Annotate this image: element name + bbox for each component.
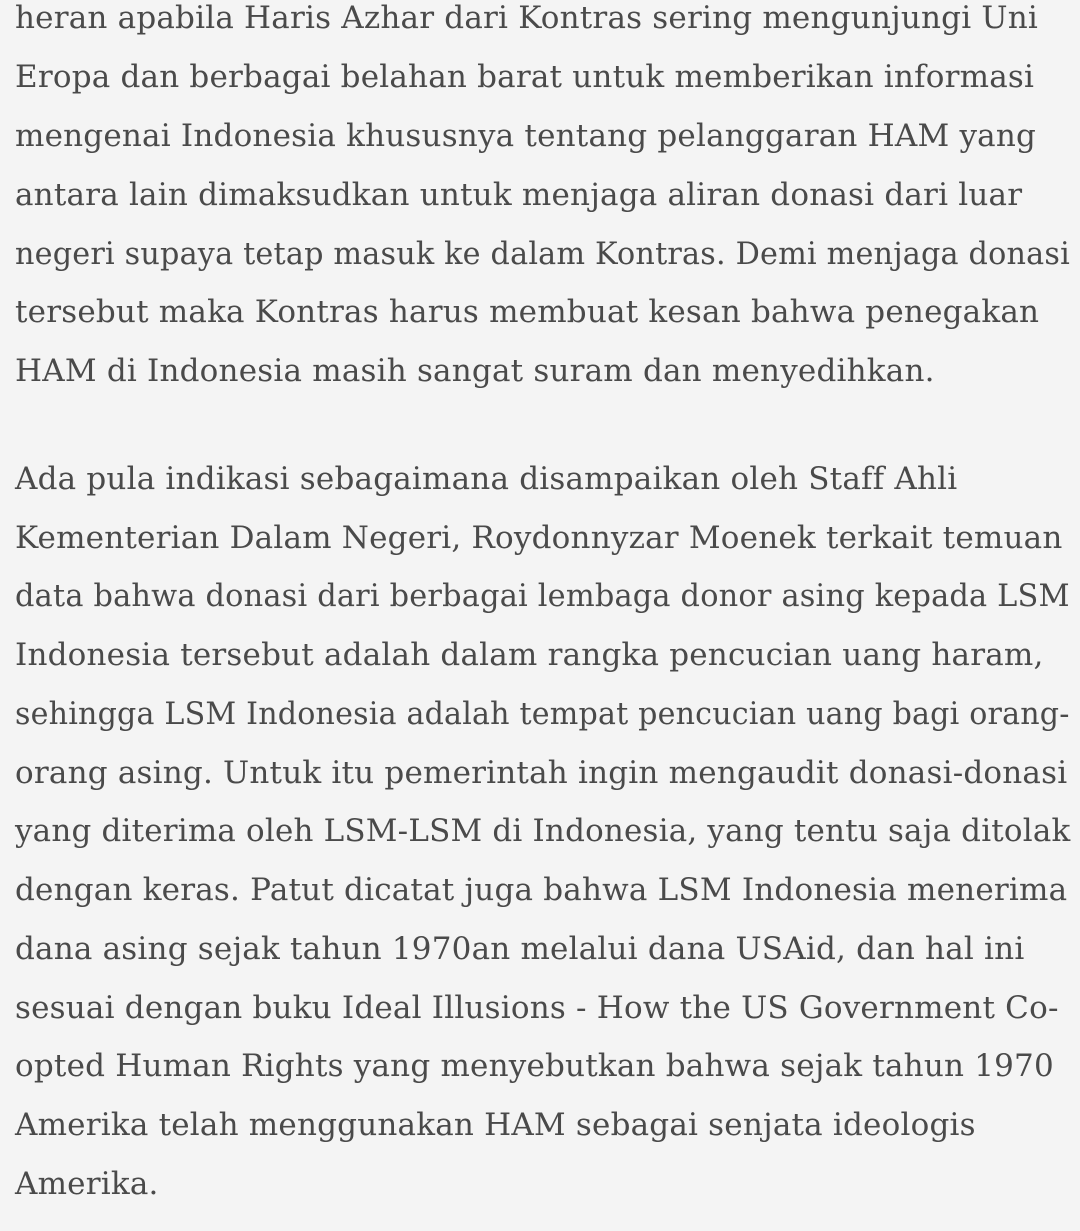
text-line: Ada pula indikasi sebagaimana disampaikan oleh Staff Ahli bbox=[15, 461, 958, 497]
text-line: sesuai dengan buku Ideal Illusions - How the US Government Co- bbox=[15, 990, 1059, 1026]
text-line: dengan keras. Patut dicatat juga bahwa LSM Indonesia menerima bbox=[15, 872, 1068, 908]
text-line: Kementerian Dalam Negeri, Roydonnyzar Moenek terkait temuan bbox=[15, 520, 1063, 556]
text-line: mengenai Indonesia khususnya tentang pelanggaran HAM yang bbox=[15, 118, 1037, 154]
text-line: dana asing sejak tahun 1970an melalui dana USAid, dan hal ini bbox=[15, 931, 1025, 967]
text-line: orang asing. Untuk itu pemerintah ingin mengaudit donasi-donasi bbox=[15, 755, 1068, 791]
text-line: yang diterima oleh LSM-LSM di Indonesia, yang tentu saja ditolak bbox=[15, 813, 1071, 849]
text-line: data bahwa donasi dari berbagai lembaga donor asing kepada LSM bbox=[15, 578, 1070, 614]
text-line: sehingga LSM Indonesia adalah tempat pencucian uang bagi orang- bbox=[15, 696, 1070, 732]
text-line: heran apabila Haris Azhar dari Kontras sering mengunjungi Uni bbox=[15, 0, 1038, 36]
text-line: Amerika telah menggunakan HAM sebagai senjata ideologis bbox=[15, 1107, 976, 1143]
text-line: Eropa dan berbagai belahan barat untuk memberikan informasi bbox=[15, 59, 1035, 95]
text-line: tersebut maka Kontras harus membuat kesan bahwa penegakan bbox=[15, 294, 1040, 330]
text-line: opted Human Rights yang menyebutkan bahwa sejak tahun 1970 bbox=[15, 1048, 1054, 1084]
text-line: Indonesia tersebut adalah dalam rangka pencucian uang haram, bbox=[15, 637, 1044, 673]
text-line: Amerika. bbox=[15, 1166, 159, 1202]
text-line: HAM di Indonesia masih sangat suram dan menyedihkan. bbox=[15, 353, 935, 389]
text-line: negeri supaya tetap masuk ke dalam Kontras. Demi menjaga donasi bbox=[15, 236, 1070, 272]
text-line: antara lain dimaksudkan untuk menjaga aliran donasi dari luar bbox=[15, 177, 1023, 213]
